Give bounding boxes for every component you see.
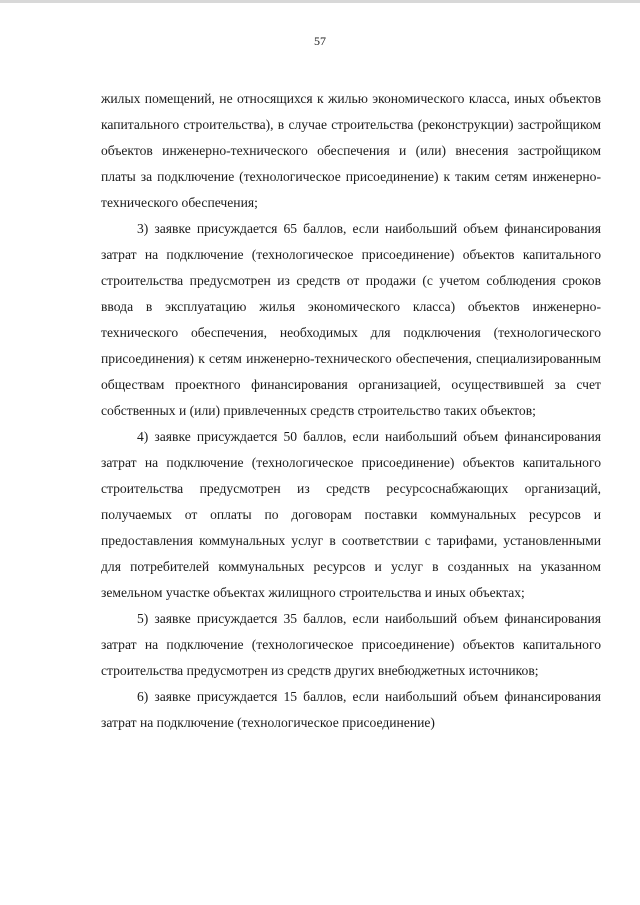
page-number: 57 (314, 34, 326, 48)
paragraph-item-6: 6) заявке присуждается 15 баллов, если наибольший объем финансирования затрат на подключение (технологическое присоединение) (101, 689, 601, 730)
paragraph-continuation: жилых помещений, не относящихся к жилью экономического класса, иных объектов капитального строительства), в случае строительства (реконструкции) застройщиком объектов инженерно-технического обеспечения и (или) внесения застройщиком платы за подключение (технологическое присоединение) к таким сетям инженерно-технического обеспечения; (101, 91, 601, 210)
scan-edge-divider (0, 0, 640, 3)
document-body (101, 86, 601, 736)
paragraph-item-4: 4) заявке присуждается 50 баллов, если наибольший объем финансирования затрат на подключение (технологическое присоединение) объектов капитального строительства предусмотрен из средств ресурсоснабжающих организаций, получаемых от оплаты по договорам поставки коммунальных ресурсов и предоставления коммунальных услуг в соответствии с тарифами, установленными для потребителей коммунальных ресурсов и услуг в созданных на указанном земельном участке объектах жилищного строительства и иных объектах; (101, 429, 601, 600)
paragraph-item-5: 5) заявке присуждается 35 баллов, если наибольший объем финансирования затрат на подключение (технологическое присоединение) объектов капитального строительства предусмотрен из средств других внебюджетных источников; (101, 611, 601, 678)
paragraph-item-3: 3) заявке присуждается 65 баллов, если наибольший объем финансирования затрат на подключение (технологическое присоединение) объектов капитального строительства предусмотрен из средств от продажи (с учетом соблюдения сроков ввода в эксплуатацию жилья экономического класса) объектов инженерно-технического обеспечения, необходимых для подключения (технологического присоединения) к сетям инженерно-технического обеспечения, специализированным обществам проектного финансирования организацией, осуществившей за счет собственных и (или) привлеченных средств строительство таких объектов; (101, 221, 601, 418)
